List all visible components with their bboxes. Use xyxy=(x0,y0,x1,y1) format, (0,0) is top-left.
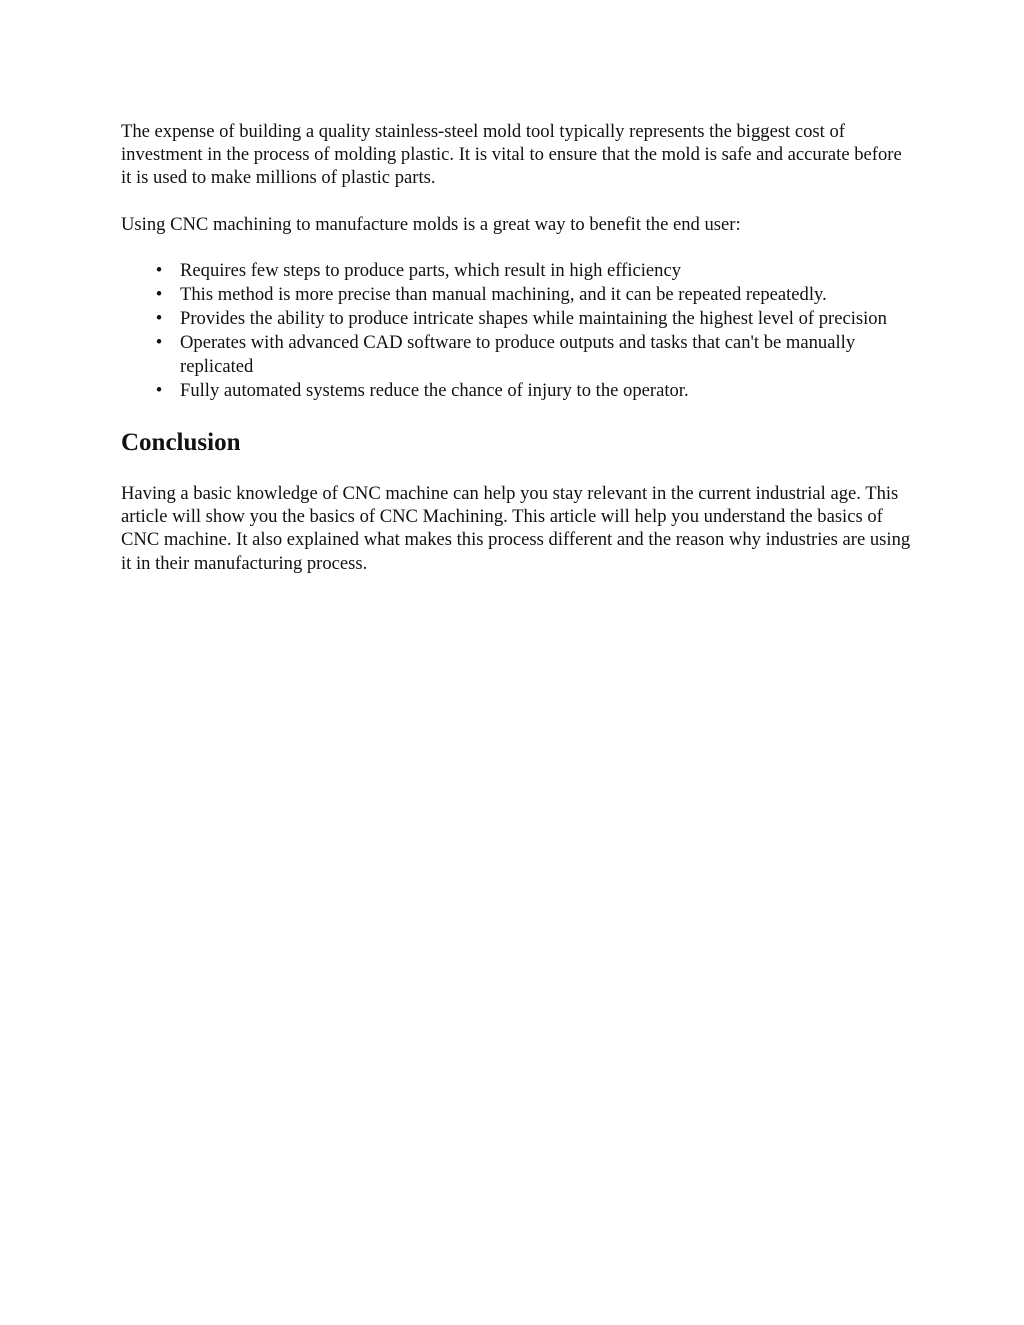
list-item-text: Fully automated systems reduce the chance of injury to the operator. xyxy=(180,379,689,401)
conclusion-heading: Conclusion xyxy=(121,429,241,457)
list-item xyxy=(155,331,911,377)
list-item xyxy=(155,259,911,282)
list-item xyxy=(155,379,911,402)
list-item-text: Operates with advanced CAD software to produce outputs and tasks that can't be manually replicated xyxy=(180,332,856,377)
list-item xyxy=(155,307,911,330)
document-page xyxy=(121,120,911,575)
intro-paragraph: The expense of building a quality stainless-steel mold tool typically represents the biggest cost of investment in the process of molding plastic. It is vital to ensure that the mold is safe and accurate before it is used to make millions of plastic parts. xyxy=(121,121,902,189)
bullet-icon: • xyxy=(155,332,163,354)
list-item xyxy=(155,283,911,306)
list-item-text: This method is more precise than manual machining, and it can be repeated repeatedly. xyxy=(180,284,827,306)
bullet-icon: • xyxy=(155,284,163,306)
benefits-list xyxy=(121,259,911,402)
list-item-text: Provides the ability to produce intricate shapes while maintaining the highest level of precision xyxy=(180,308,887,330)
list-item-text: Requires few steps to produce parts, which result in high efficiency xyxy=(180,259,682,281)
bullet-icon: • xyxy=(155,308,163,330)
conclusion-paragraph: Having a basic knowledge of CNC machine can help you stay relevant in the current industrial age. This article will show you the basics of CNC Machining. This article will help you understand the basics of CNC machine. It also explained what makes this process different and the reason why industries are using it in their manufacturing process. xyxy=(121,483,911,574)
bullet-icon: • xyxy=(155,259,163,281)
bullet-icon: • xyxy=(155,379,163,401)
benefits-intro-paragraph: Using CNC machining to manufacture molds is a great way to benefit the end user: xyxy=(121,213,741,235)
